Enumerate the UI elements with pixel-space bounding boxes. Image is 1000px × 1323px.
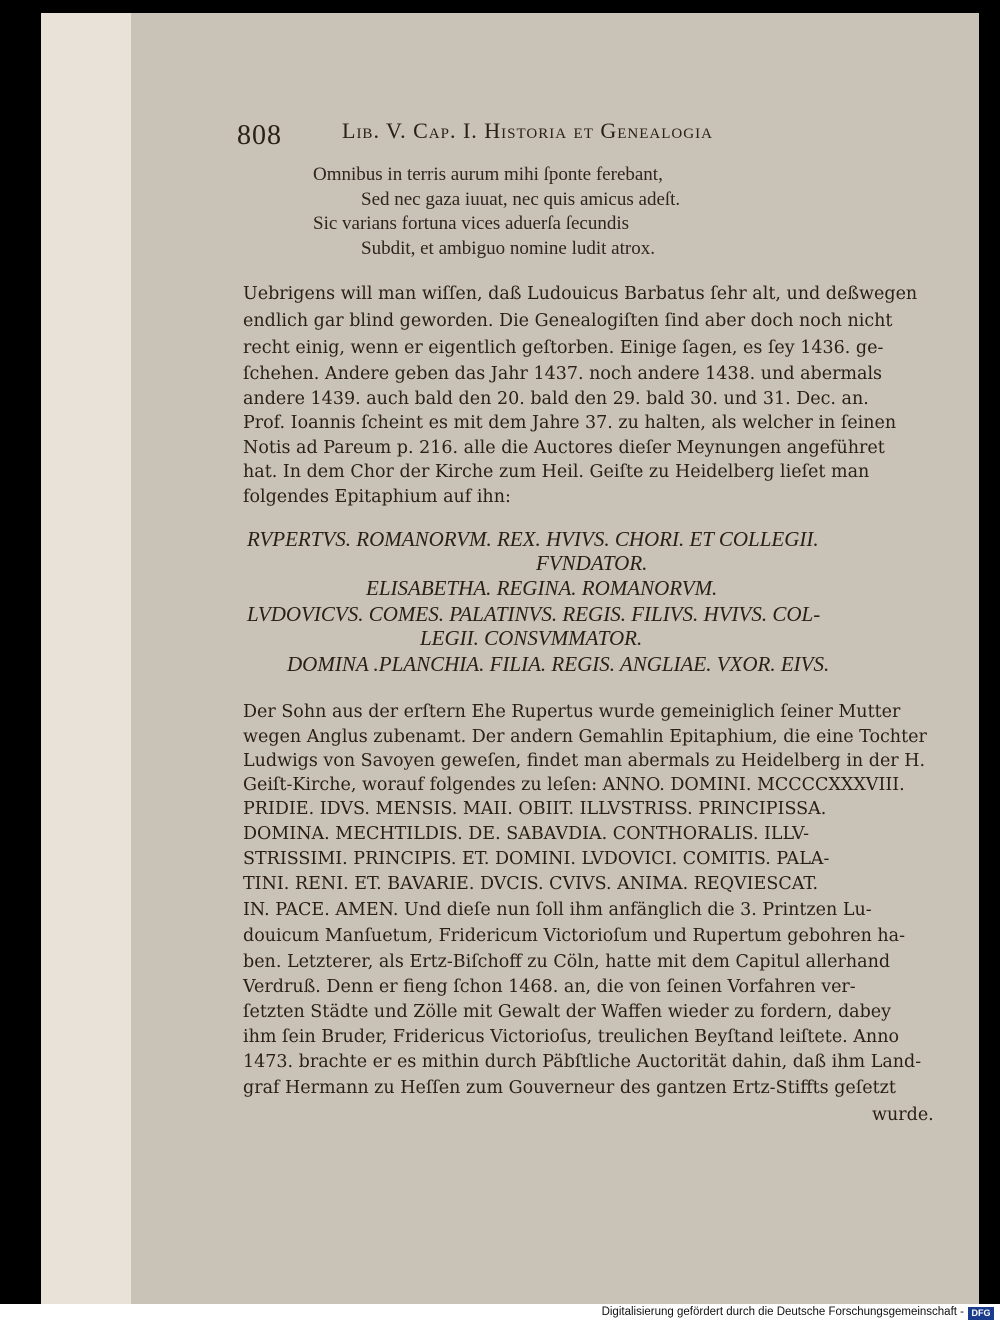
verse-line: Omnibus in terris aurum mihi ſponte ferebant, <box>313 164 663 185</box>
funding-credit: Digitalisierung gefördert durch die Deutsche Forschungsgemeinschaft - <box>601 1306 964 1318</box>
verse-line: Subdit, et ambiguo nomine ludit atrox. <box>361 238 655 259</box>
text-line: PRIDIE. IDVS. MENSIS. MAII. OBIIT. ILLVSTRISS. PRINCIPISSA. <box>243 799 827 819</box>
epitaph-line: DOMINA .PLANCHIA. FILIA. REGIS. ANGLIAE. VXOR. EIVS. <box>287 652 830 676</box>
verse-line: Sic varians fortuna vices aduerſa ſecundis <box>313 213 630 234</box>
text-line: recht einig, wenn er eigentlich geſtorben. Einige ſagen, es ſey 1436. ge- <box>243 338 884 358</box>
epitaph-line: LEGII. CONSVMMATOR. <box>420 626 643 650</box>
text-line: endlich gar blind geworden. Die Genealogiſten ſind aber doch noch nicht <box>243 311 893 331</box>
text-line: ſchehen. Andere geben das Jahr 1437. noch andere 1438. und abermals <box>243 364 883 384</box>
text-line: Prof. Ioannis ſcheint es mit dem Jahre 37. zu halten, als welcher in ſeinen <box>243 413 897 433</box>
text-line: folgendes Epitaphium auf ihn: <box>243 487 511 507</box>
text-line: graf Hermann zu Heſſen zum Gouverneur des gantzen Ertz-Stiffts geſetzt <box>243 1078 896 1098</box>
epitaph-line: ELISABETHA. REGINA. ROMANORVM. <box>366 576 718 600</box>
text-line: hat. In dem Chor der Kirche zum Heil. Geiſte zu Heidelberg lieſet man <box>243 462 870 482</box>
text-line: IN. PACE. AMEN. Und dieſe nun ſoll ihm anfänglich die 3. Printzen Lu- <box>243 900 872 920</box>
footer-bar <box>0 1304 1000 1323</box>
running-head: Lib. V. Cap. I. Historia et Genealogia <box>342 118 713 143</box>
text-line: DOMINA. MECHTILDIS. DE. SABAVDIA. CONTHORALIS. ILLV- <box>243 824 809 844</box>
text-line: ben. Letzterer, als Ertz-Biſchoff zu Cöln, hatte mit dem Capitul allerhand <box>243 952 891 972</box>
text-line: Der Sohn aus der erſtern Ehe Rupertus wurde gemeiniglich ſeiner Mutter <box>243 702 901 722</box>
dfg-logo-icon: DFG <box>968 1307 994 1320</box>
text-line: wegen Anglus zubenamt. Der andern Gemahlin Epitaphium, die eine Tochter <box>243 727 927 747</box>
epitaph-line: RVPERTVS. ROMANORVM. REX. HVIVS. CHORI. ET COLLEGII. <box>247 527 819 551</box>
text-line: Ludwigs von Savoyen geweſen, findet man abermals zu Heidelberg in der H. <box>243 751 926 771</box>
text-line: Notis ad Pareum p. 216. alle die Auctores dieſer Meynungen angeführet <box>243 438 885 458</box>
text-line: Verdruß. Denn er fieng ſchon 1468. an, die von ſeinen Vorfahren ver- <box>243 977 856 997</box>
text-line: Uebrigens will man wiſſen, daß Ludouicus Barbatus ſehr alt, und deßwegen <box>243 284 918 304</box>
catchword: wurde. <box>872 1105 934 1125</box>
page-number: 808 <box>237 120 282 151</box>
text-line: douicum Manſuetum, Fridericum Victorioſum und Rupertum gebohren ha- <box>243 926 906 946</box>
text-line: ſetzten Städte und Zölle mit Gewalt der Waffen wieder zu fordern, dabey <box>243 1002 892 1022</box>
text-line: ihm ſein Bruder, Fridericus Victorioſus, treulichen Beyſtand leiſtete. Anno <box>243 1027 900 1047</box>
epitaph-line: LVDOVICVS. COMES. PALATINVS. REGIS. FILIVS. HVIVS. COL- <box>247 602 821 626</box>
text-line: 1473. brachte er es mithin durch Päbſtliche Auctorität dahin, daß ihm Land- <box>243 1052 922 1072</box>
text-line: Geiſt-Kirche, worauf folgendes zu leſen: ANNO. DOMINI. MCCCCXXXVIII. <box>243 775 905 795</box>
text-line: andere 1439. auch bald den 20. bald den 29. bald 30. und 31. Dec. an. <box>243 389 869 409</box>
epitaph-line: FVNDATOR. <box>536 551 648 575</box>
verse-line: Sed nec gaza iuuat, nec quis amicus adeſt. <box>361 189 681 210</box>
text-line: STRISSIMI. PRINCIPIS. ET. DOMINI. LVDOVICI. COMITIS. PALA- <box>243 849 830 869</box>
text-line: TINI. RENI. ET. BAVARIE. DVCIS. CVIVS. ANIMA. REQVIESCAT. <box>243 874 819 894</box>
